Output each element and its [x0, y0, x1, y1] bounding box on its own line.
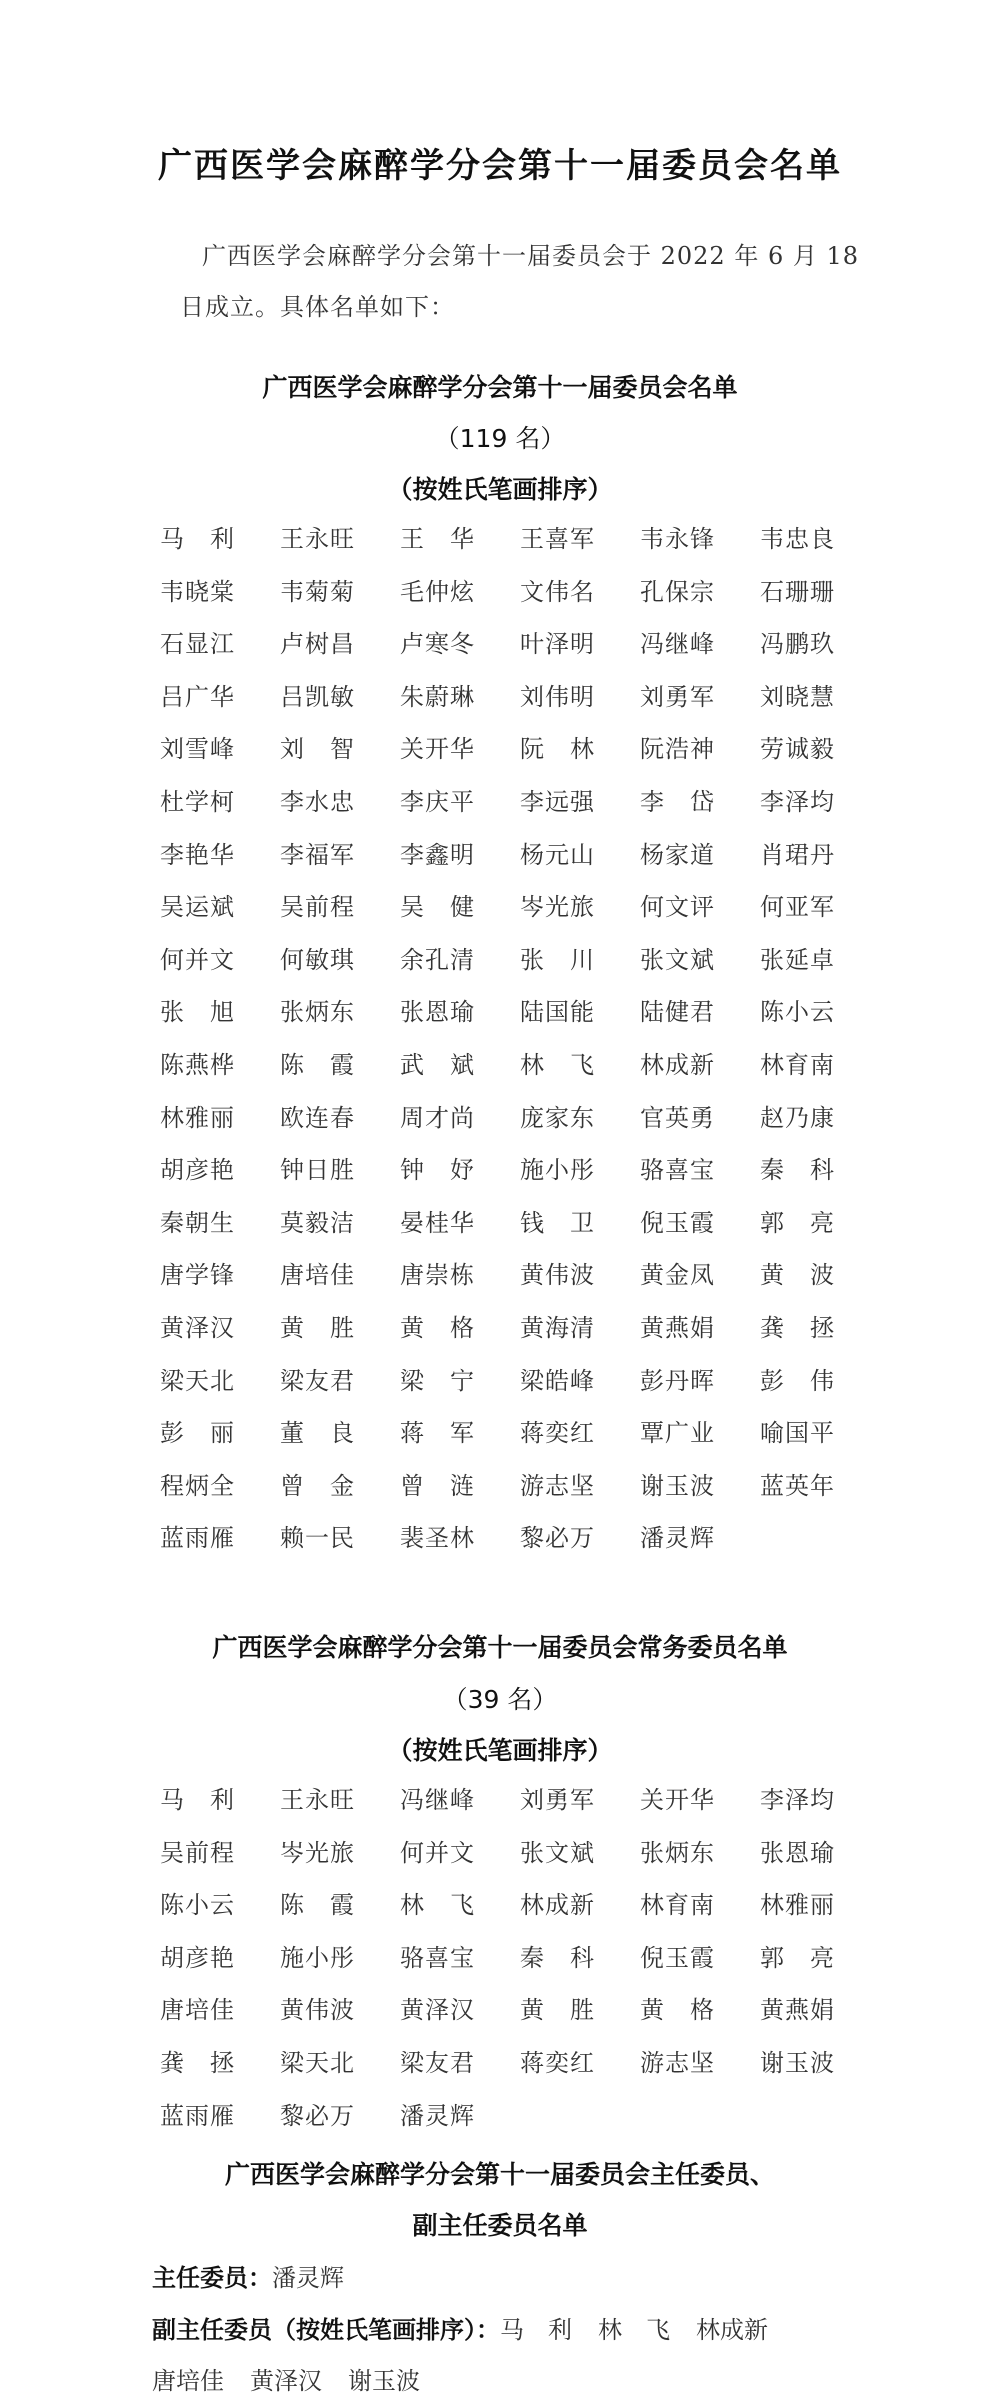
person-name: 梁天北 [160, 1366, 235, 1395]
person-name: 刘晓慧 [760, 682, 835, 711]
person-name: 欧连春 [280, 1103, 355, 1132]
vice-chair-label: 副主任委员（按姓氏笔画排序）： [152, 2316, 500, 2344]
person-name: 阮 林 [520, 735, 595, 764]
person-name: 张文斌 [520, 1838, 595, 1867]
person-name: 张 川 [520, 945, 595, 974]
person-name: 余孔清 [400, 945, 475, 974]
person-name: 何并文 [160, 945, 235, 974]
person-name: 吴 健 [400, 893, 475, 922]
person-name: 刘雪峰 [160, 735, 235, 764]
person-name: 谢玉波 [640, 1471, 715, 1500]
person-name: 林成新 [640, 1050, 715, 1079]
person-name: 董 良 [280, 1419, 355, 1448]
vice-chair-name: 黄泽汉 [250, 2367, 322, 2395]
person-name: 张延卓 [760, 945, 835, 974]
person-name: 王 华 [400, 525, 475, 553]
person-name: 陆健君 [640, 998, 715, 1027]
person-name: 王永旺 [280, 525, 355, 553]
person-name: 莫毅洁 [280, 1208, 355, 1237]
person-name: 钟日胜 [280, 1156, 355, 1185]
members-count: （119 名） [434, 424, 566, 453]
person-name: 潘灵辉 [640, 1524, 715, 1553]
person-name: 周才尚 [400, 1103, 475, 1132]
vice-chair-name: 马 利 [500, 2316, 572, 2344]
person-name: 岑光旅 [520, 893, 595, 922]
intro-line-2: 日成立。具体名单如下： [180, 293, 455, 321]
person-name: 张 旭 [160, 998, 235, 1027]
person-name: 吕凯敏 [280, 682, 355, 711]
person-name: 林 飞 [520, 1050, 595, 1079]
person-name: 覃广业 [640, 1419, 715, 1448]
standing-heading: 广西医学会麻醉学分会第十一届委员会常务委员名单 [212, 1633, 788, 1662]
person-name: 张炳东 [640, 1838, 715, 1867]
person-name: 关开华 [640, 1786, 715, 1814]
person-name: 倪玉霞 [640, 1208, 715, 1237]
person-name: 张文斌 [640, 945, 715, 974]
person-name: 张恩瑜 [400, 998, 475, 1027]
person-name: 韦晓棠 [160, 577, 235, 606]
person-name: 黄伟波 [280, 1996, 355, 2025]
person-name: 郭 亮 [760, 1208, 835, 1237]
person-name: 刘 智 [280, 735, 355, 764]
person-name: 喻国平 [760, 1419, 835, 1448]
person-name: 黄 波 [760, 1261, 835, 1290]
person-name: 骆喜宝 [400, 1943, 475, 1972]
vice-chair-line-1 [152, 2310, 768, 2345]
person-name: 梁 宁 [400, 1366, 475, 1395]
person-name: 彭丹晖 [640, 1366, 715, 1395]
leaders-heading-line-2: 副主任委员名单 [412, 2211, 588, 2240]
person-name: 梁天北 [280, 2048, 355, 2077]
person-name: 黎必万 [520, 1524, 595, 1553]
person-name: 晏桂华 [400, 1208, 475, 1237]
person-name: 冯鹏玖 [760, 630, 835, 659]
person-name: 钟 妤 [400, 1156, 475, 1185]
person-name: 程炳全 [160, 1471, 235, 1500]
person-name: 黄海清 [520, 1313, 595, 1342]
person-name: 何敏琪 [280, 945, 355, 974]
person-name: 胡彦艳 [160, 1156, 235, 1185]
person-name: 胡彦艳 [160, 1943, 235, 1972]
person-name: 文伟名 [520, 577, 595, 606]
person-name: 梁友君 [280, 1366, 355, 1395]
person-name: 杨家道 [640, 840, 715, 869]
person-name: 蓝英年 [760, 1471, 835, 1500]
vice-chair-name: 谢玉波 [348, 2367, 420, 2395]
person-name: 蒋奕红 [520, 2048, 595, 2077]
person-name: 劳诚毅 [760, 735, 835, 764]
person-name: 倪玉霞 [640, 1943, 715, 1972]
person-name: 林成新 [520, 1891, 595, 1920]
vice-chair-name: 林 飞 [598, 2316, 670, 2344]
person-name: 冯继峰 [640, 630, 715, 659]
person-name: 毛仲炫 [400, 577, 475, 606]
person-name: 李泽均 [760, 787, 835, 816]
person-name: 林育南 [760, 1050, 835, 1079]
person-name: 何文评 [640, 893, 715, 922]
person-name: 游志坚 [640, 2048, 715, 2077]
person-name: 郭 亮 [760, 1943, 835, 1972]
members-order-note: （按姓氏笔画排序） [387, 475, 613, 504]
person-name: 黄泽汉 [160, 1313, 235, 1342]
person-name: 阮浩神 [640, 735, 715, 764]
person-name: 肖珺丹 [760, 840, 835, 869]
members-name-grid [160, 524, 880, 1576]
chair-label: 主任委员： [152, 2264, 272, 2292]
person-name: 石显江 [160, 630, 235, 659]
person-name: 林 飞 [400, 1891, 475, 1920]
person-name: 陈 霞 [280, 1891, 355, 1920]
person-name: 马 利 [160, 525, 235, 553]
person-name: 赖一民 [280, 1524, 355, 1553]
person-name: 李福军 [280, 840, 355, 869]
person-name: 唐培佳 [280, 1261, 355, 1290]
person-name: 李泽均 [760, 1786, 835, 1814]
person-name: 冯继峰 [400, 1786, 475, 1814]
person-name: 黄 胜 [280, 1313, 355, 1342]
person-name: 李庆平 [400, 787, 475, 816]
person-name: 卢树昌 [280, 630, 355, 659]
person-name: 庞家东 [520, 1103, 595, 1132]
person-name: 王永旺 [280, 1786, 355, 1814]
document-title: 广西医学会麻醉学分会第十一届委员会名单 [158, 146, 842, 186]
person-name: 杜学柯 [160, 787, 235, 816]
person-name: 林育南 [640, 1891, 715, 1920]
person-name: 刘伟明 [520, 682, 595, 711]
person-name: 杨元山 [520, 840, 595, 869]
person-name: 梁友君 [400, 2048, 475, 2077]
person-name: 龚 拯 [160, 2048, 235, 2077]
person-name: 潘灵辉 [400, 2101, 475, 2130]
person-name: 刘勇军 [520, 1786, 595, 1814]
chair-name: 潘灵辉 [272, 2264, 344, 2292]
person-name: 黄燕娟 [760, 1996, 835, 2025]
person-name: 游志坚 [520, 1471, 595, 1500]
person-name: 吴前程 [280, 893, 355, 922]
person-name: 吕广华 [160, 682, 235, 711]
person-name: 蓝雨雁 [160, 1524, 235, 1553]
person-name: 李远强 [520, 787, 595, 816]
person-name: 唐崇栋 [400, 1261, 475, 1290]
standing-name-grid [160, 1785, 880, 2153]
person-name: 彭 丽 [160, 1419, 235, 1448]
person-name: 官英勇 [640, 1103, 715, 1132]
person-name: 关开华 [400, 735, 475, 764]
person-name: 陈燕桦 [160, 1050, 235, 1079]
person-name: 李 岱 [640, 787, 715, 816]
vice-chair-name: 林成新 [696, 2316, 768, 2344]
person-name: 张炳东 [280, 998, 355, 1027]
person-name: 蓝雨雁 [160, 2101, 235, 2130]
person-name: 吴运斌 [160, 893, 235, 922]
person-name: 张恩瑜 [760, 1838, 835, 1867]
person-name: 何并文 [400, 1838, 475, 1867]
person-name: 施小彤 [280, 1943, 355, 1972]
person-name: 蒋 军 [400, 1419, 475, 1448]
person-name: 陆国能 [520, 998, 595, 1027]
person-name: 裴圣林 [400, 1524, 475, 1553]
person-name: 谢玉波 [760, 2048, 835, 2077]
person-name: 黄 格 [400, 1313, 475, 1342]
person-name: 彭 伟 [760, 1366, 835, 1395]
person-name: 武 斌 [400, 1050, 475, 1079]
person-name: 秦 科 [760, 1156, 835, 1185]
person-name: 李鑫明 [400, 840, 475, 869]
person-name: 黄伟波 [520, 1261, 595, 1290]
person-name: 陈小云 [160, 1891, 235, 1920]
person-name: 龚 拯 [760, 1313, 835, 1342]
person-name: 马 利 [160, 1786, 235, 1814]
person-name: 王喜军 [520, 525, 595, 553]
person-name: 孔保宗 [640, 577, 715, 606]
standing-order-note: （按姓氏笔画排序） [387, 1736, 613, 1765]
person-name: 骆喜宝 [640, 1156, 715, 1185]
chair-line [152, 2258, 344, 2293]
person-name: 黄燕娟 [640, 1313, 715, 1342]
person-name: 韦忠良 [760, 525, 835, 553]
person-name: 石珊珊 [760, 577, 835, 606]
members-heading: 广西医学会麻醉学分会第十一届委员会名单 [262, 373, 738, 402]
person-name: 韦永锋 [640, 525, 715, 553]
person-name: 李水忠 [280, 787, 355, 816]
intro-line-1: 广西医学会麻醉学分会第十一届委员会于 2022 年 6 月 18 [202, 242, 860, 270]
person-name: 钱 卫 [520, 1208, 595, 1237]
person-name: 林雅丽 [760, 1891, 835, 1920]
person-name: 林雅丽 [160, 1103, 235, 1132]
person-name: 秦 科 [520, 1943, 595, 1972]
person-name: 黄金凤 [640, 1261, 715, 1290]
person-name: 卢寒冬 [400, 630, 475, 659]
person-name: 秦朝生 [160, 1208, 235, 1237]
person-name: 韦菊菊 [280, 577, 355, 606]
person-name: 梁皓峰 [520, 1366, 595, 1395]
leaders-heading-line-1: 广西医学会麻醉学分会第十一届委员会主任委员、 [224, 2160, 775, 2189]
person-name: 陈 霞 [280, 1050, 355, 1079]
vice-chair-line-2 [152, 2361, 420, 2396]
standing-count: （39 名） [442, 1685, 558, 1714]
person-name: 何亚军 [760, 893, 835, 922]
person-name: 黄 格 [640, 1996, 715, 2025]
person-name: 吴前程 [160, 1838, 235, 1867]
person-name: 唐学锋 [160, 1261, 235, 1290]
person-name: 叶泽明 [520, 630, 595, 659]
person-name: 唐培佳 [160, 1996, 235, 2025]
person-name: 赵乃康 [760, 1103, 835, 1132]
person-name: 黄泽汉 [400, 1996, 475, 2025]
person-name: 朱蔚琳 [400, 682, 475, 711]
person-name: 岑光旅 [280, 1838, 355, 1867]
person-name: 刘勇军 [640, 682, 715, 711]
person-name: 黄 胜 [520, 1996, 595, 2025]
vice-chair-name: 唐培佳 [152, 2367, 224, 2395]
person-name: 陈小云 [760, 998, 835, 1027]
person-name: 蒋奕红 [520, 1419, 595, 1448]
person-name: 施小彤 [520, 1156, 595, 1185]
person-name: 曾 涟 [400, 1471, 475, 1500]
person-name: 黎必万 [280, 2101, 355, 2130]
person-name: 曾 金 [280, 1471, 355, 1500]
person-name: 李艳华 [160, 840, 235, 869]
